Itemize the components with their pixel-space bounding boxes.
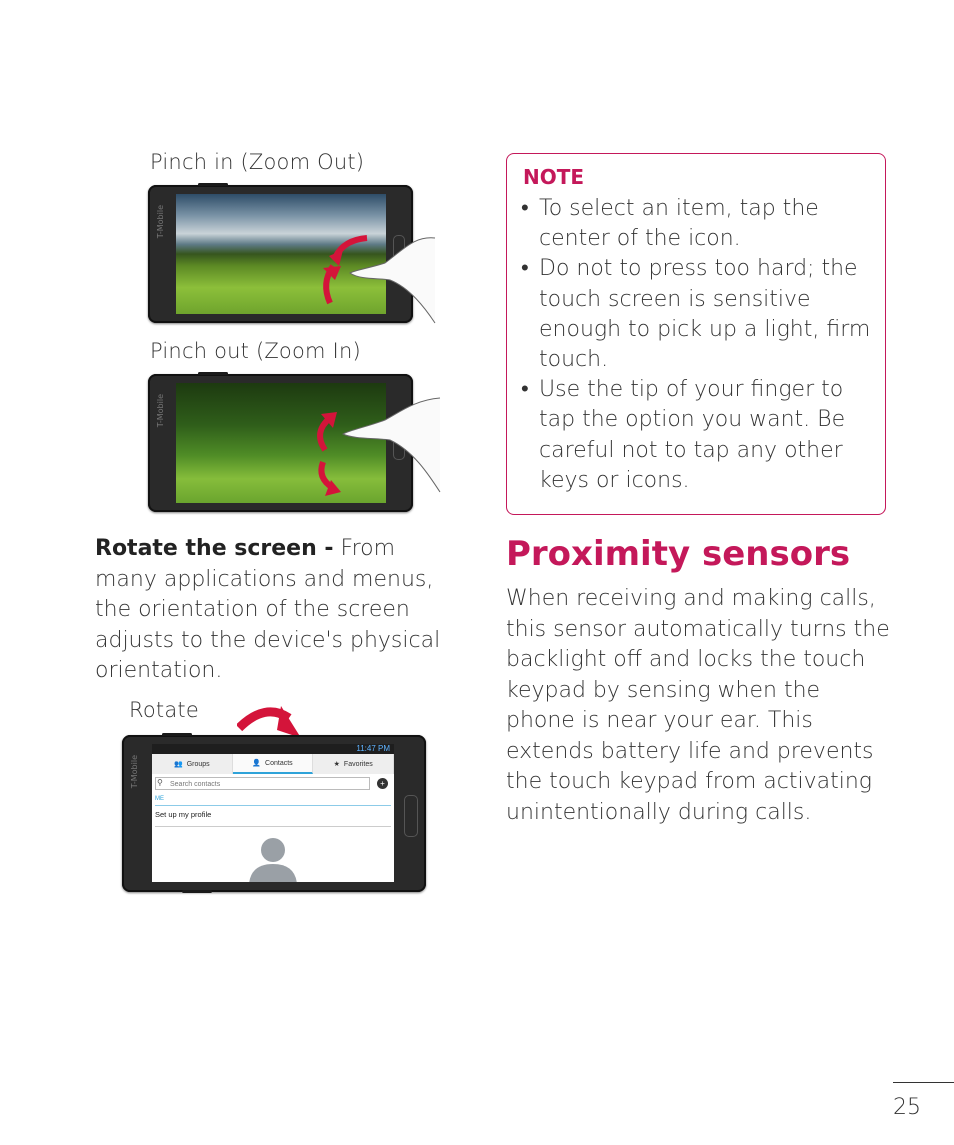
bullet: • <box>521 377 529 403</box>
tab-favorites[interactable] <box>313 754 394 774</box>
contacts-app-screen <box>152 744 394 882</box>
note-item-text: To select an item, tap the center of the icon. <box>539 196 819 252</box>
note-box <box>506 153 886 515</box>
phone-brand-label: T-Mobile <box>156 394 165 428</box>
note-title: NOTE <box>523 165 585 189</box>
proximity-heading: Proximity sensors <box>506 534 851 574</box>
search-contacts-input[interactable]: Search contacts <box>155 777 370 790</box>
pinch-out-caption: Pinch out (Zoom In) <box>150 339 361 363</box>
setup-profile-item[interactable]: Set up my profile <box>155 810 212 819</box>
search-icon: ⚲ <box>157 778 163 787</box>
star-icon: ★ <box>333 761 340 768</box>
rotate-caption: Rotate <box>129 698 199 722</box>
note-item <box>519 194 877 254</box>
status-bar: 11:47 PM <box>152 744 394 754</box>
note-item <box>519 254 877 375</box>
tab-contacts-label: Contacts <box>265 759 293 767</box>
person-icon: 👤 <box>252 760 262 767</box>
page-number-rule <box>893 1082 954 1083</box>
note-item-text: Do not to press too hard; the touch screen is sensitive enough to pick up a light, firm touch. <box>539 256 871 373</box>
bullet: • <box>521 256 529 282</box>
tab-groups-label: Groups <box>186 760 210 768</box>
phone-brand-label: T-Mobile <box>130 755 139 789</box>
pinch-in-gesture-icon <box>315 228 440 328</box>
tab-contacts[interactable] <box>233 754 314 774</box>
contacts-tab-bar <box>152 754 394 774</box>
note-list <box>519 194 877 496</box>
pinch-out-gesture-icon <box>305 392 443 500</box>
note-item-text: Use the tip of your finger to tap the option you want. Be careful not to tap any other keys or icons. <box>539 377 846 493</box>
me-section-header <box>155 796 391 806</box>
tab-favorites-label: Favorites <box>343 760 373 768</box>
avatar-placeholder-icon <box>247 836 299 882</box>
rotate-heading: Rotate the screen - <box>95 536 334 561</box>
rotate-paragraph <box>95 534 443 687</box>
rotate-body: From many applications and menus, the orientation of the screen adjusts to the device's physical orientation. <box>95 536 441 683</box>
tab-groups[interactable] <box>152 754 233 774</box>
rotate-phone-image <box>122 735 426 892</box>
pinch-in-caption: Pinch in (Zoom Out) <box>150 150 365 174</box>
bullet: • <box>521 196 529 221</box>
proximity-body: When receiving and making calls, this sensor automatically turns the backlight off and locks the touch keypad by sensing when the phone is near your ear. This extends battery life and prevents the touch keypad from activating unintentionally during calls. <box>506 586 890 825</box>
add-contact-icon[interactable]: + <box>377 778 388 789</box>
note-item <box>519 375 877 496</box>
page-number: 25 <box>893 1095 921 1120</box>
groups-icon: 👥 <box>173 761 183 768</box>
me-label: ME <box>155 796 164 802</box>
phone-brand-label: T-Mobile <box>156 205 165 239</box>
